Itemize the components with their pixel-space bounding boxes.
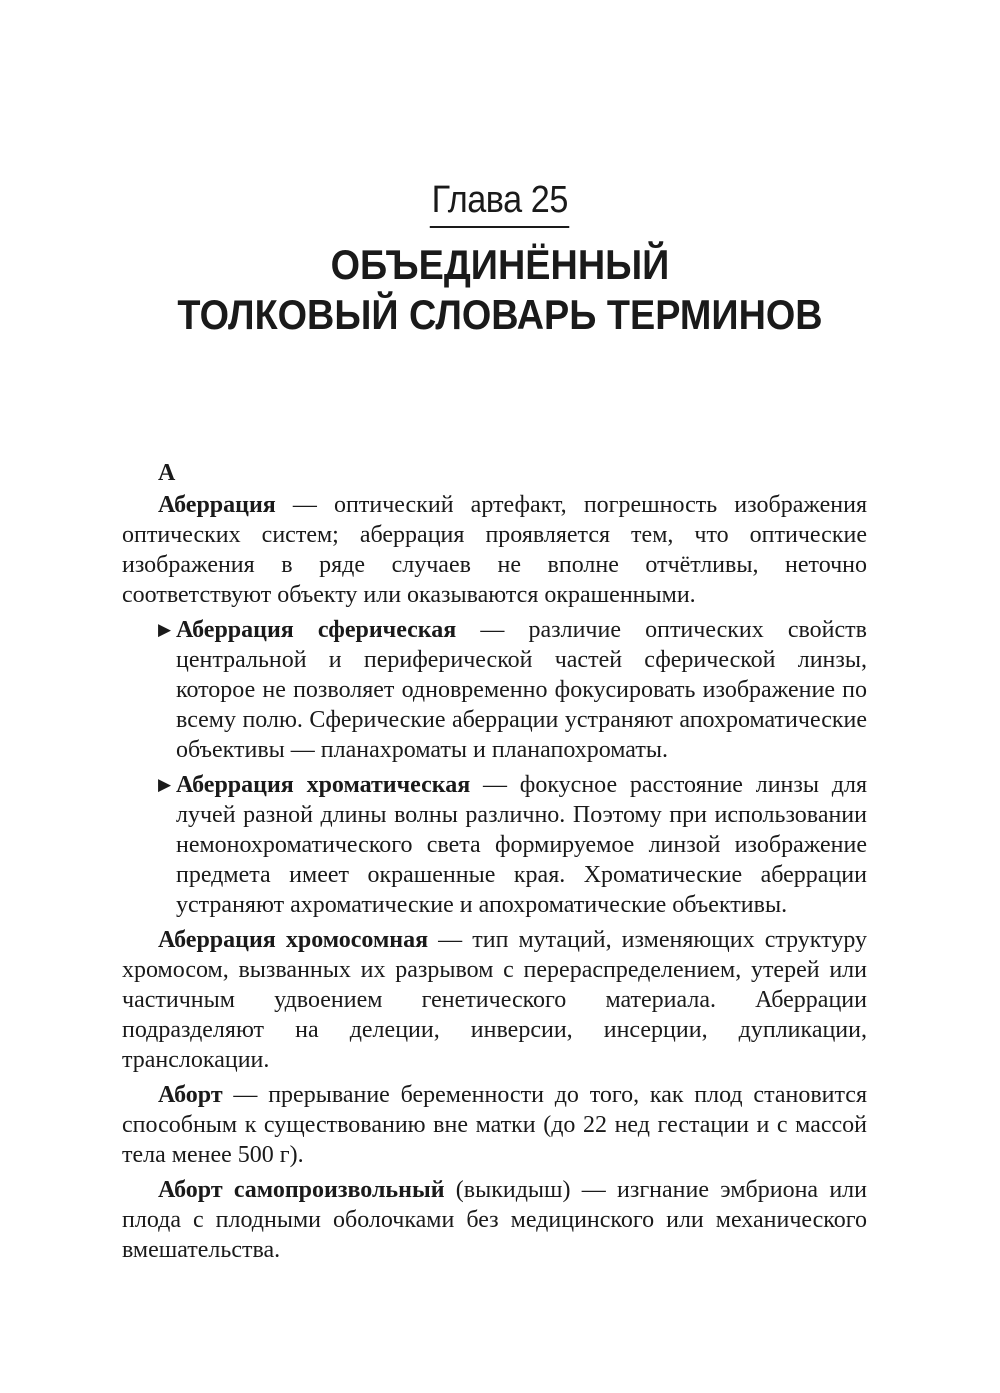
section-letter: А	[158, 460, 176, 486]
entry-term: Аберрация	[158, 492, 276, 518]
subentry-term: Аберрация хроматическая	[176, 772, 471, 798]
chapter-number: Глава 25	[430, 180, 570, 228]
chapter-title-line-1: ОБЪЕДИНЁННЫЙ	[330, 241, 670, 288]
glossary-entry	[122, 1175, 867, 1265]
glossary-body	[122, 458, 867, 1270]
chapter-title-line-2: ТОЛКОВЫЙ СЛОВАРЬ ТЕРМИНОВ	[177, 291, 823, 338]
chapter-label	[0, 180, 1000, 228]
entry-term: Аборт	[158, 1082, 223, 1108]
glossary-subentry	[158, 770, 868, 920]
triangle-bullet-icon: ▶	[158, 775, 172, 794]
triangle-bullet-icon: ▶	[158, 620, 172, 639]
entry-term: Аборт самопроизвольный	[158, 1177, 445, 1203]
subentry-term: Аберрация сферическая	[176, 617, 457, 643]
subentry-definition: — различие оптических свойств центральной и периферической частей сферической линзы, которое не позволяет одновременно фокусировать изображение по всему полю. Сферические аберрации устраняют апохроматические объективы — планахроматы и планапохроматы.	[176, 617, 867, 763]
entry-definition: — оптический артефакт, погрешность изображения оптических систем; аберрация проявляется тем, что оптические изображения в ряде случаев не вполне отчётливы, неточно соответствуют объекту или оказываются окрашенными.	[122, 492, 867, 608]
glossary-subentry	[158, 615, 867, 765]
chapter-title	[0, 240, 1000, 340]
glossary-entry	[122, 1080, 867, 1170]
subentry-definition: — фокусное расстояние линзы для лучей разной длины волны различно. Поэтому при использовании немонохроматического света формируемое линзой изображение предмета имеет окрашенные края. Хроматические аберрации устраняют ахроматические и апохроматические объективы.	[176, 772, 868, 918]
glossary-entry	[122, 490, 867, 610]
entry-definition: — тип мутаций, изменяющих структуру хромосом, вызванных их разрывом с перераспределением, утерей или частичным удвоением генетического материала. Аберрации подразделяют на делеции, инверсии, инсерции, дупликации, транслокации.	[122, 927, 868, 1073]
entry-definition: (выкидыш) — изгнание эмбриона или плода с плодными оболочками без медицинского или механического вмешательства.	[122, 1177, 867, 1263]
glossary-entry	[122, 925, 867, 1075]
entry-definition: — прерывание беременности до того, как плод становится способным к существованию вне матки (до 22 нед гестации и с массой тела менее 500 г).	[122, 1082, 867, 1168]
entry-term: Аберрация хромосомная	[158, 927, 429, 953]
